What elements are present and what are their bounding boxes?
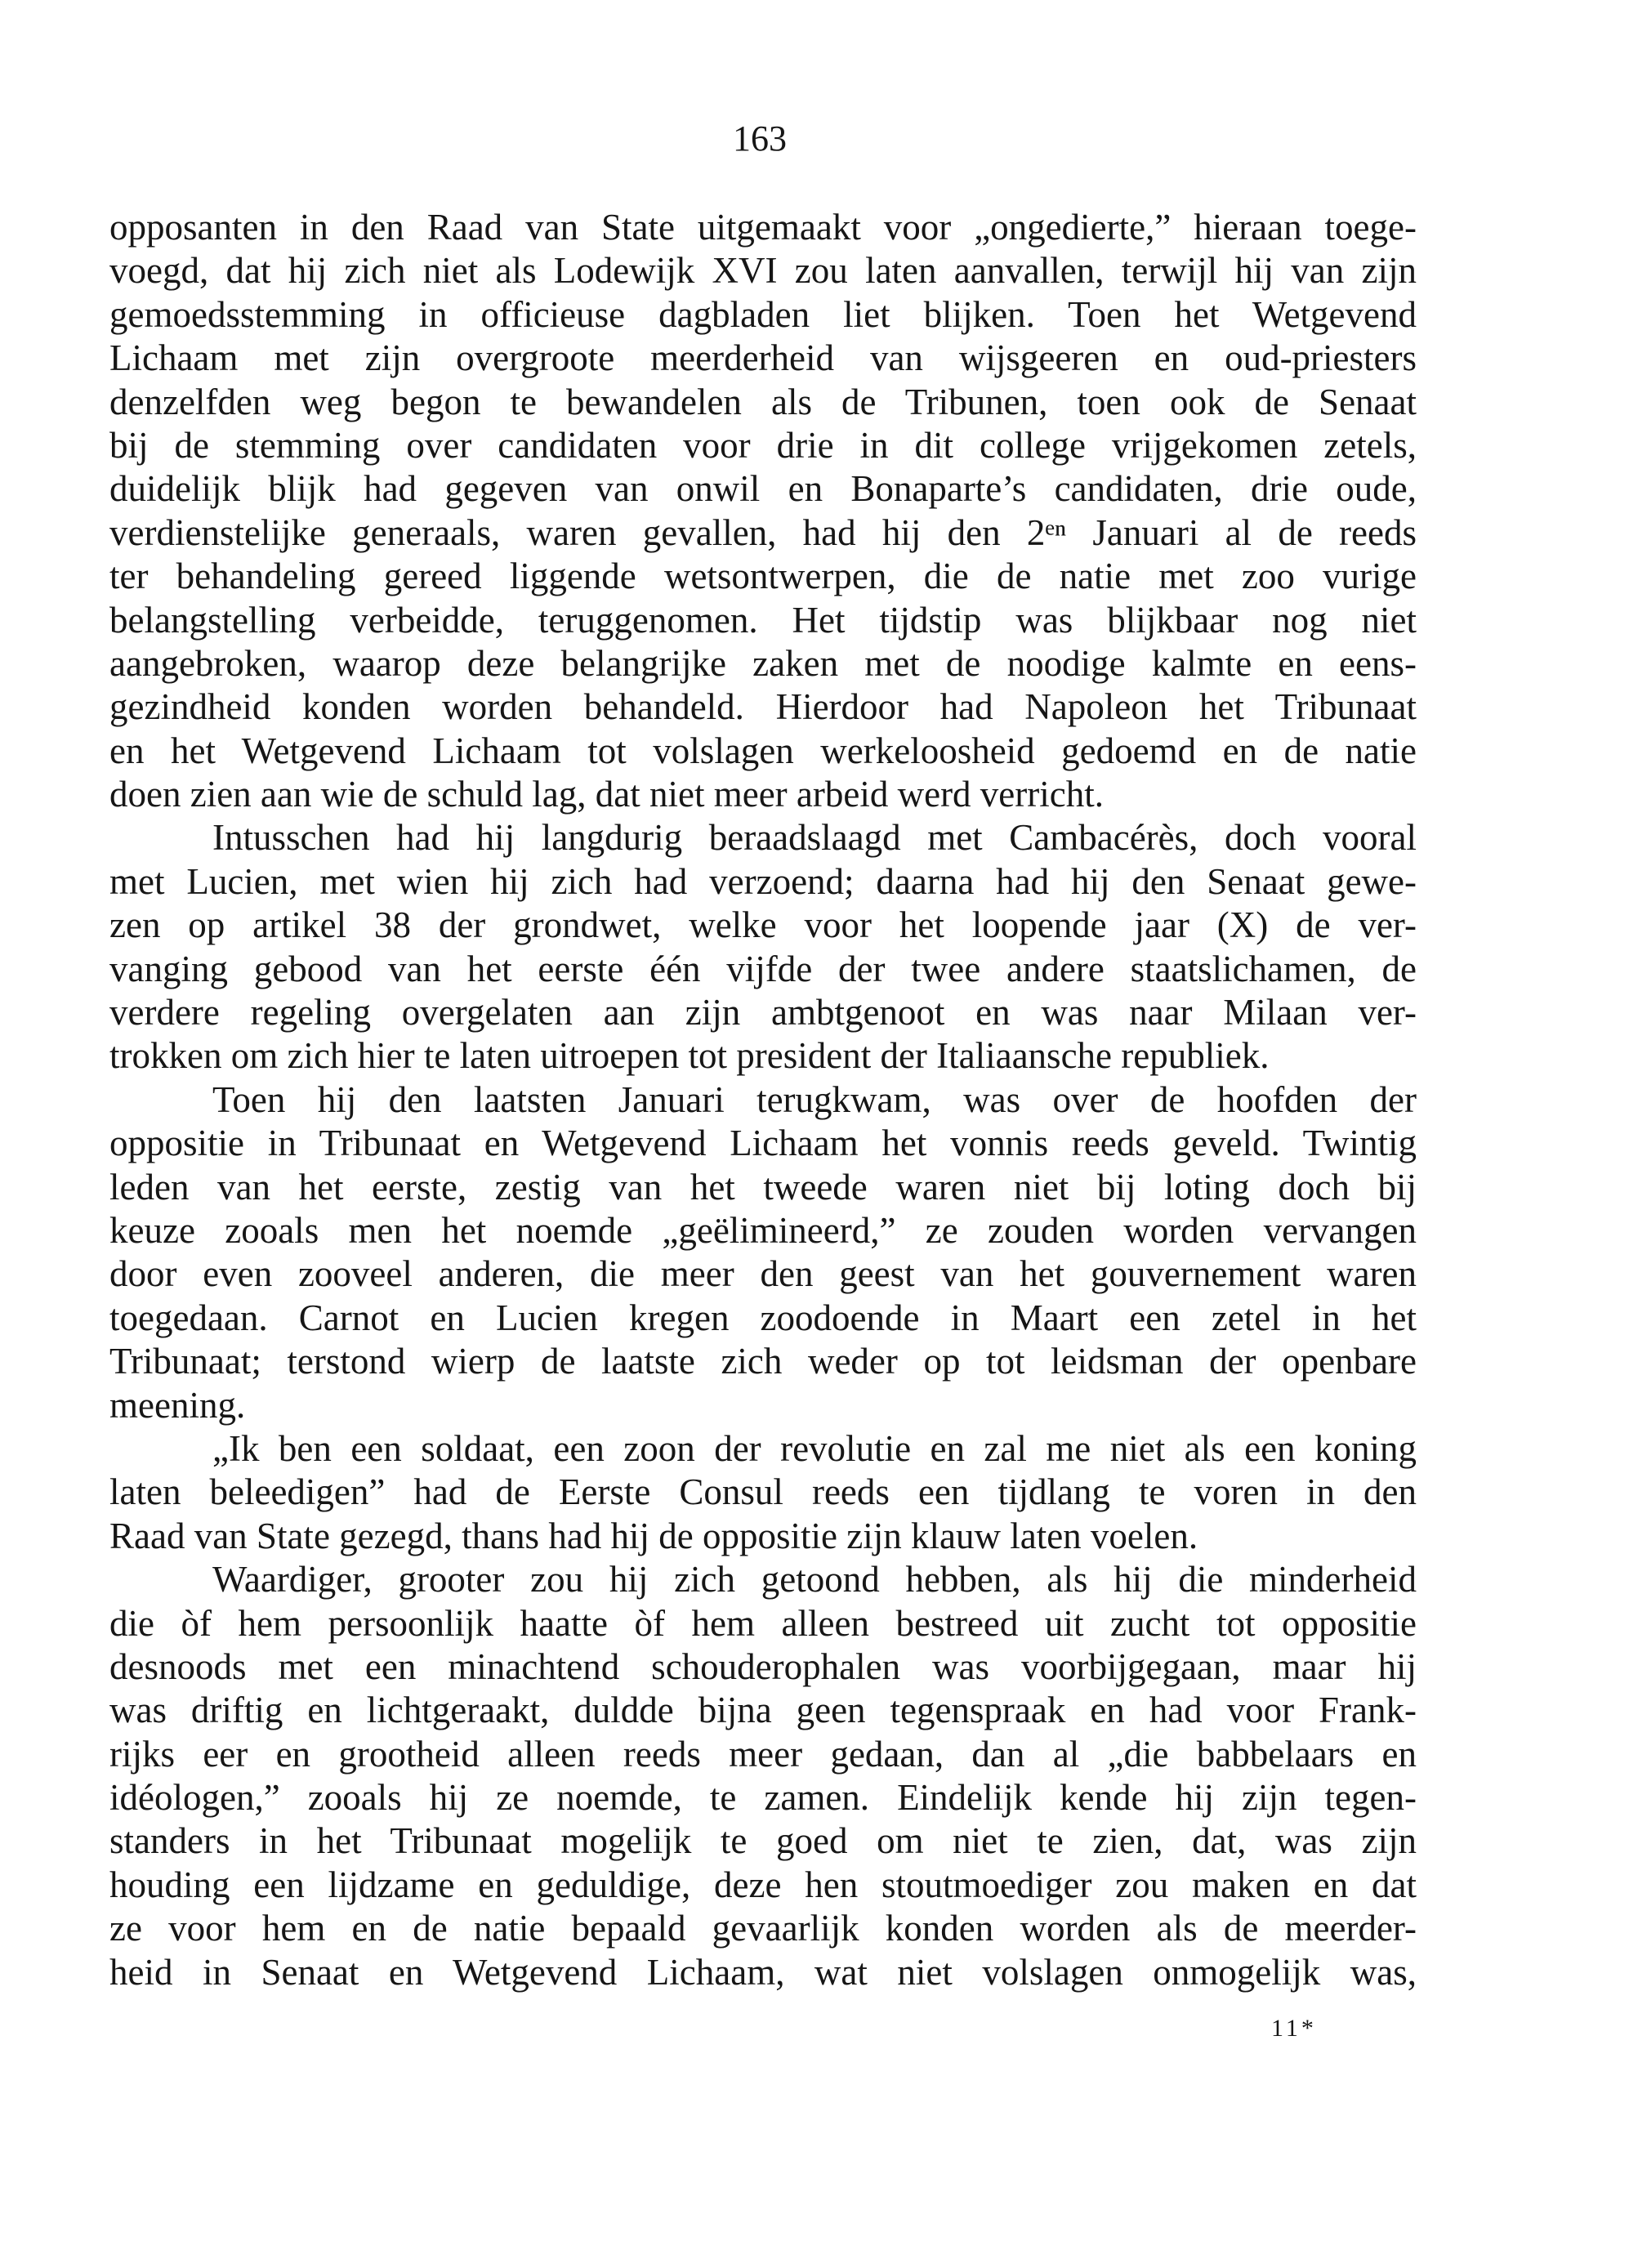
body-text bbox=[109, 206, 1417, 1994]
text-line: belangstelling verbeidde, teruggenomen. Het tijdstip was blijkbaar nog niet bbox=[109, 599, 1417, 641]
text-line: Waardiger, grooter zou hij zich getoond hebben, als hij die minderheid bbox=[212, 1559, 1417, 1601]
paragraph bbox=[109, 816, 1417, 1078]
text-line: houding een lijdzame en geduldige, deze hen stoutmoediger zou maken en dat bbox=[109, 1864, 1417, 1905]
text-line: door even zooveel anderen, die meer den geest van het gouvernement waren bbox=[109, 1253, 1417, 1295]
text-line: oppositie in Tribunaat en Wetgevend Lichaam het vonnis reeds geveld. Twintig bbox=[109, 1123, 1417, 1164]
text-line: toegedaan. Carnot en Lucien kregen zoodoende in Maart een zetel in het bbox=[109, 1297, 1417, 1338]
text-line: gezindheid konden worden behandeld. Hierdoor had Napoleon het Tribunaat bbox=[109, 686, 1417, 728]
text-line: rijks eer en grootheid alleen reeds meer gedaan, dan al „die babbelaars en bbox=[109, 1733, 1417, 1775]
text-line: opposanten in den Raad van State uitgemaakt voor „ongedierte,” hieraan toege- bbox=[109, 207, 1417, 248]
text-line: trokken om zich hier te laten uitroepen tot president der Italiaansche republiek. bbox=[109, 1035, 1270, 1077]
text-line: aangebroken, waarop deze belangrijke zaken met de noodige kalmte en eens- bbox=[109, 642, 1417, 684]
text-line: Lichaam met zijn overgroote meerderheid van wijsgeeren en oud-priesters bbox=[109, 337, 1417, 379]
text-line: Toen hij den laatsten Januari terugkwam, was over de hoofden der bbox=[212, 1078, 1417, 1120]
text-line: duidelijk blijk had gegeven van onwil en Bonaparte’s candidaten, drie oude, bbox=[109, 468, 1417, 510]
text-line: met Lucien, met wien hij zich had verzoend; daarna had hij den Senaat gewe- bbox=[109, 860, 1417, 902]
paragraph bbox=[109, 1427, 1417, 1558]
text-line: keuze zooals men het noemde „geëlimineerd,” ze zouden worden vervangen bbox=[109, 1209, 1417, 1251]
text-line: Raad van State gezegd, thans had hij de oppositie zijn klauw laten voelen. bbox=[109, 1515, 1198, 1556]
text-line: laten beleedigen” had de Eerste Consul reeds een tijdlang te voren in den bbox=[109, 1471, 1417, 1513]
text-line: ze voor hem en de natie bepaald gevaarlijk konden worden als de meerder- bbox=[109, 1908, 1417, 1949]
text-line: Intusschen had hij langdurig beraadslaagd met Cambacérès, doch vooral bbox=[212, 817, 1417, 859]
text-line: meening. bbox=[109, 1384, 246, 1426]
text-line: standers in het Tribunaat mogelijk te goed om niet te zien, dat, was zijn bbox=[109, 1820, 1417, 1862]
text-line: idéologen,” zooals hij ze noemde, te zamen. Eindelijk kende hij zijn tegen- bbox=[109, 1777, 1417, 1819]
text-line: heid in Senaat en Wetgevend Lichaam, wat niet volslagen onmogelijk was, bbox=[109, 1951, 1417, 1993]
text-line: die òf hem persoonlijk haatte òf hem alleen bestreed uit zucht tot oppositie bbox=[109, 1602, 1417, 1644]
text-line: verdere regeling overgelaten aan zijn ambtgenoot en was naar Milaan ver- bbox=[109, 992, 1417, 1034]
text-line: en het Wetgevend Lichaam tot volslagen werkeloosheid gedoemd en de natie bbox=[109, 730, 1417, 771]
text-line: verdienstelijke generaals, waren gevallen, had hij den 2ᵉⁿ Januari al de reeds bbox=[109, 511, 1417, 553]
paragraph bbox=[109, 1558, 1417, 1994]
page-number: 163 bbox=[733, 118, 787, 158]
paragraph bbox=[109, 1078, 1417, 1427]
text-line: Tribunaat; terstond wierp de laatste zich weder op tot leidsman der openbare bbox=[109, 1341, 1417, 1382]
text-line: „Ik ben een soldaat, een zoon der revolutie en zal me niet als een koning bbox=[212, 1427, 1417, 1469]
text-line: doen zien aan wie de schuld lag, dat niet meer arbeid werd verricht. bbox=[109, 774, 1104, 815]
text-line: ter behandeling gereed liggende wetsontwerpen, die de natie met zoo vurige bbox=[109, 556, 1417, 597]
paragraph bbox=[109, 206, 1417, 816]
text-line: was driftig en lichtgeraakt, duldde bijna geen tegenspraak en had voor Frank- bbox=[109, 1690, 1417, 1731]
text-line: bij de stemming over candidaten voor drie in dit college vrijgekomen zetels, bbox=[109, 424, 1417, 466]
text-line: gemoedsstemming in officieuse dagbladen liet blijken. Toen het Wetgevend bbox=[109, 293, 1417, 335]
text-line: leden van het eerste, zestig van het tweede waren niet bij loting doch bij bbox=[109, 1166, 1417, 1208]
text-line: zen op artikel 38 der grondwet, welke voor het loopende jaar (X) de ver- bbox=[109, 904, 1417, 946]
signature-mark: 11* bbox=[1271, 2015, 1317, 2042]
text-line: vanging gebood van het eerste één vijfde der twee andere staatslichamen, de bbox=[109, 948, 1417, 989]
text-line: voegd, dat hij zich niet als Lodewijk XVI zou laten aanvallen, terwijl hij van zijn bbox=[109, 250, 1417, 292]
text-line: denzelfden weg begon te bewandelen als de Tribunen, toen ook de Senaat bbox=[109, 381, 1417, 422]
text-line: desnoods met een minachtend schouderophalen was voorbijgegaan, maar hij bbox=[109, 1645, 1417, 1687]
